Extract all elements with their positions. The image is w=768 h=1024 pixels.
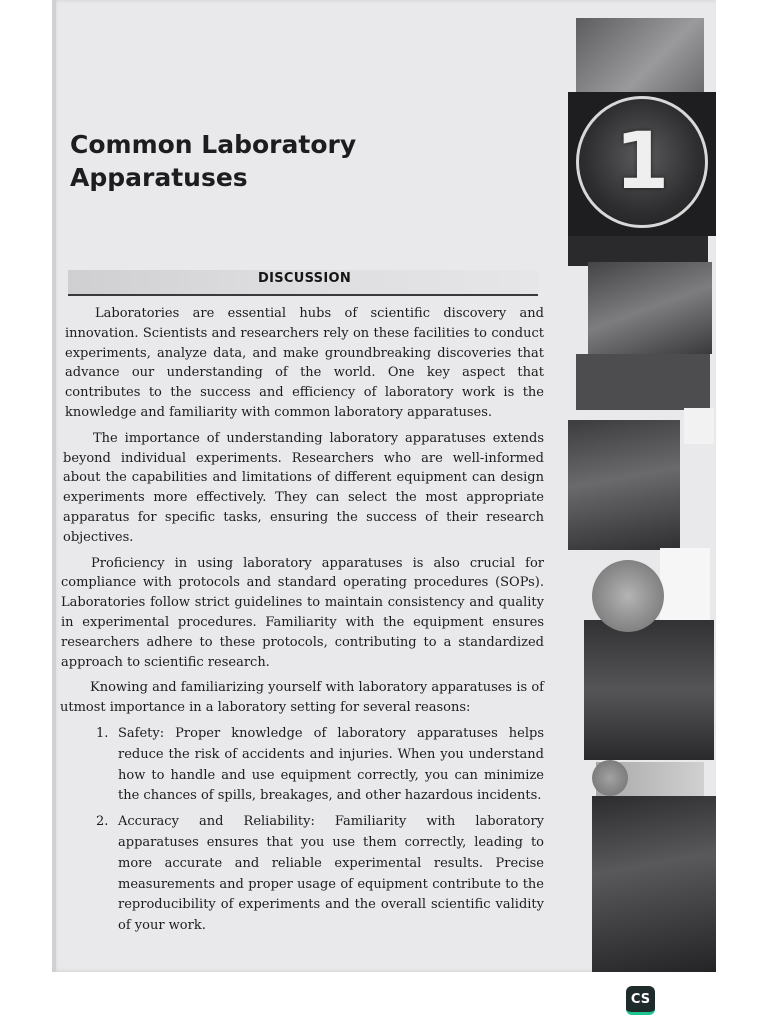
strip-block xyxy=(568,420,680,550)
chapter-title xyxy=(70,128,490,194)
chapter-title-line-2: Apparatuses xyxy=(70,163,248,192)
list-item xyxy=(96,724,544,807)
paragraph-4: Knowing and familiarizing yourself with laboratory apparatuses is of utmost importance in a laboratory setting for several reasons: xyxy=(60,680,544,716)
list-item-text: Accuracy and Reliability: Familiarity with laboratory apparatuses ensures that you use them correctly, leading to more accurate and reliable experimental results. Precise measurements and proper usage of equipment contribute to the reproducibility of experiments and the overall scientific validity of your work. xyxy=(118,814,544,934)
strip-block xyxy=(660,548,710,620)
list-item xyxy=(96,812,544,937)
list-item-number: 2. xyxy=(96,814,109,830)
strip-block xyxy=(684,408,714,444)
decorative-circle xyxy=(592,760,628,796)
page-gutter xyxy=(52,0,56,972)
section-heading: DISCUSSION xyxy=(258,271,351,286)
reasons-list xyxy=(60,724,544,937)
decorative-circle xyxy=(592,560,664,632)
list-item-text: Safety: Proper knowledge of laboratory apparatuses helps reduce the risk of accidents and injuries. When you understand how to handle and use equipment correctly, you can minimize the chances of spills, breakages, and other hazardous incidents. xyxy=(118,725,544,804)
strip-block xyxy=(592,796,716,972)
chapter-number: 1 xyxy=(614,117,670,207)
camscanner-logo: CS xyxy=(626,986,655,1015)
strip-block xyxy=(588,262,712,354)
paragraph-2: The importance of understanding laboratory apparatuses extends beyond individual experiments. Researchers who are well-informed about the capabilities and limitations of different equipment can design experiments more effectively. They can select the most appropriate apparatus for specific tasks, ensuring the success of their research objectives. xyxy=(63,430,544,545)
paragraph-3: Proficiency in using laboratory apparatuses is also crucial for compliance with protocols and standard operating procedures (SOPs). Laboratories follow strict guidelines to maintain consistency and quality in experimental procedures. Familiarity with the equipment ensures researchers adhere to these protocols, contributing to a standardized approach to scientific research. xyxy=(61,555,544,670)
list-item-number: 1. xyxy=(96,725,109,741)
section-header-rule xyxy=(68,294,538,296)
body-text xyxy=(60,304,544,942)
strip-block xyxy=(576,354,710,410)
paragraph-1: Laboratories are essential hubs of scientific discovery and innovation. Scientists and researchers rely on these facilities to conduct experiments, analyze data, and make groundbreaking discoveries that advance our understanding of the world. One key aspect that contributes to the success and efficiency of laboratory work is the knowledge and familiarity with common laboratory apparatuses. xyxy=(65,306,544,420)
strip-block xyxy=(584,620,714,760)
strip-block xyxy=(576,18,704,94)
chapter-title-line-1: Common Laboratory xyxy=(70,130,357,159)
